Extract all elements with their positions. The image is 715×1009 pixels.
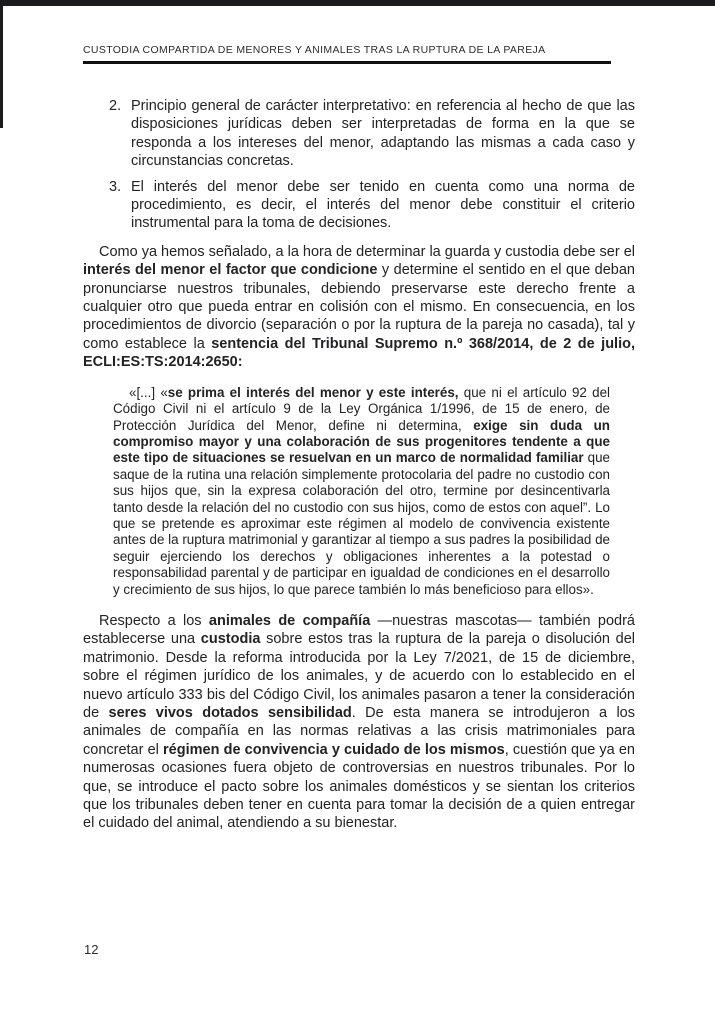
paragraph-companion-animals: Respecto a los animales de compañía —nuestras mascotas— también podrá establecerse una custodia sobre estos tras la ruptura de la pareja o disolución del matrimonio. Desde la reforma introducida por la Ley 7/2021, de 15 de diciembre, sobre el régimen jurídico de los animales, y de acuerdo con lo establecido en el nuevo artículo 333 bis del Código Civil, los animales pasaron a tener la consideración de seres vivos dotados sensibilidad. De esta manera se introdujeron a los animales de compañía en las normas relativas a las crisis matrimoniales para concretar el régimen de convivencia y cuidado de los mismos, cuestión que ya en numerosas ocasiones fuera objeto de controversias en nuestros tribunales. Por lo que, se introduce el pacto sobre los animales domésticos y se sientan los criterios que los tribunales deben tener en cuenta para tomar la decisión de a quien entregar el cuidado del animal, atendiendo a su bienestar. bbox=[83, 612, 636, 832]
list-item-number: 2. bbox=[109, 98, 122, 114]
header-rule bbox=[83, 61, 611, 64]
list-item-text: El interés del menor debe ser tenido en cuenta como una norma de procedimiento, es decir, el interés del menor debe constituir el criterio instrumental para la toma de decisiones. bbox=[131, 178, 635, 232]
list-item-number: 3. bbox=[109, 178, 122, 195]
blockquote-supreme-court-ruling: «[...] «se prima el interés del menor y este interés, que ni el artículo 92 del Código Civil ni el artículo 9 de la Ley Orgánica 1/1996, de 15 de enero, de Protección Jurídica del Menor, define ni determina, exige sin duda un compromiso mayor y una colaboración de sus progenitores tendente a que este tipo de situaciones se resuelvan en un marco de normalidad familiar que saque de la rutina una relación simplemente protocolaria del padre no custodio con sus hijos que, sin la expresa colaboración del otro, termine por desincentivarla tanto desde la relación del no custodio con sus hijos, como de estos con aquel”. Lo que se pretende es aproximar este régimen al modelo de convivencia existente antes de la ruptura matrimonial y garantizar al tiempo a sus padres la posibilidad de seguir ejerciendo los derechos y obligaciones inherentes a la potestad o responsabilidad parental y de participar en igualdad de condiciones en el desarrollo y crecimiento de sus hijos, lo que parece también lo más beneficioso para ellos». bbox=[113, 384, 611, 597]
list-item-3 bbox=[83, 178, 635, 233]
page-body bbox=[83, 97, 635, 833]
list-item-text: Principio general de carácter interpretativo: en referencia al hecho de que las disposiciones jurídicas deben ser interpretadas de forma en la que se responda a los intereses del menor, adaptando las mismas a cada caso y circunstancias concretas. bbox=[131, 98, 635, 170]
list-item-2 bbox=[83, 97, 635, 171]
numbered-list bbox=[83, 97, 635, 233]
running-header-title: CUSTODIA COMPARTIDA DE MENORES Y ANIMALES TRAS LA RUPTURA DE LA PAREJA bbox=[83, 44, 546, 56]
scan-edge-top bbox=[0, 0, 715, 6]
page-footer bbox=[84, 941, 98, 959]
scan-edge-left bbox=[0, 0, 3, 128]
paragraph-custody-principle: Como ya hemos señalado, a la hora de determinar la guarda y custodia debe ser el interés del menor el factor que condicione y determine el sentido en el que deban pronunciarse nuestros tribunales, debiendo preservarse este derecho frente a cualquier otro que pueda entrar en colisión con el mismo. En consecuencia, en los procedimientos de divorcio (separación o por la ruptura de la pareja no casada), tal y como establece la sentencia del Tribunal Supremo n.º 368/2014, de 2 de julio, ECLI:ES:TS:2014:2650: bbox=[83, 243, 636, 371]
running-header bbox=[83, 44, 611, 64]
page-number: 12 bbox=[84, 942, 99, 957]
